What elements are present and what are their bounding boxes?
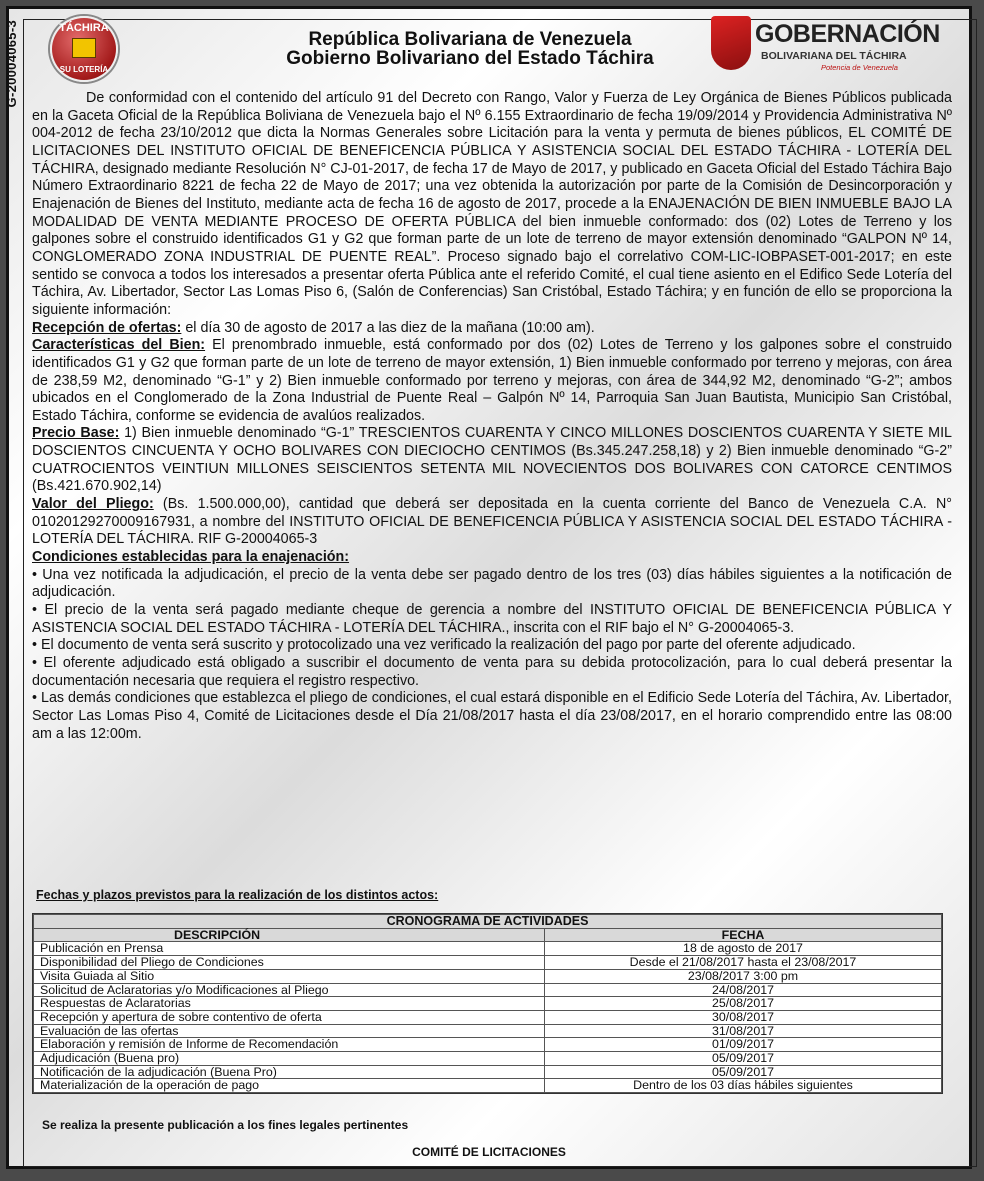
precio-paragraph (32, 425, 952, 496)
condiciones-label: Condiciones establecidas para la enajenación: (32, 549, 350, 566)
gobernacion-logo (709, 14, 959, 74)
logo-book-icon (72, 38, 96, 58)
row-descripcion: Adjudicación (Buena pro) (34, 1052, 545, 1066)
table-row (34, 1038, 942, 1052)
table-row (34, 942, 942, 956)
row-descripcion: Recepción y apertura de sobre contentivo de oferta (34, 1010, 545, 1024)
table-row (34, 997, 942, 1011)
header-line1: República Bolivariana de Venezuela (308, 29, 632, 50)
condicion-item: • El documento de venta será suscrito y protocolizado una vez verificado la realización del pago por parte del oferente adjudicado. (32, 637, 856, 654)
table-row (34, 1065, 942, 1079)
condicion-item: • El oferente adjudicado está obligado a suscribir el documento de venta para su debida protocolización, para lo cual deberá presentar la documentación necesaria que requiera el registro respectivo. (32, 655, 952, 689)
row-fecha: Dentro de los 03 días hábiles siguientes (545, 1079, 942, 1093)
precio-text: 1) Bien inmueble denominado “G-1” TRESCIENTOS CUARENTA Y CINCO MILLONES DOSCIENTOS CUARENTA Y SIETE MIL DOSCIENTOS CINCUENTA Y OCHO BOLIVARES CON DIECIOCHO CENTIMOS (Bs.345.247.258,18) y 2) Bien inmueble denominado “G-2” CUATROCIENTOS VEINTIUN MILLONES SEISCIENTOS SETENTA MIL NOVECIENTOS DOS BOLIVARES CON CATORCE CENTIMOS (Bs.421.670.902,14) (32, 425, 952, 495)
caracteristicas-paragraph (32, 337, 952, 425)
row-descripcion: Visita Guiada al Sitio (34, 969, 545, 983)
valor-text: (Bs. 1.500.000,00), cantidad que deberá ser depositada en la cuenta corriente del Banco de Venezuela C.A. N° 01020129270009167931, a nombre del INSTITUTO OFICIAL DE BENEFICENCIA PÚBLICA Y ASISTENCIA SOCIAL DEL ESTADO TÁCHIRA - LOTERÍA DEL TÁCHIRA. RIF G-20004065-3 (32, 496, 952, 548)
table-row (34, 956, 942, 970)
row-descripcion: Materialización de la operación de pago (34, 1079, 545, 1093)
row-descripcion: Elaboración y remisión de Informe de Recomendación (34, 1038, 545, 1052)
row-fecha: 24/08/2017 (545, 983, 942, 997)
row-descripcion: Disponibilidad del Pliego de Condiciones (34, 956, 545, 970)
table-row (34, 983, 942, 997)
table-row (34, 1024, 942, 1038)
table-row (34, 1079, 942, 1093)
precio-label: Precio Base: (32, 425, 120, 442)
logo-right-line2: BOLIVARIANA DEL TÁCHIRA (761, 50, 907, 62)
footnote: Se realiza la presente publicación a los fines legales pertinentes (42, 1118, 409, 1132)
logo-right-line3: Potencia de Venezuela (821, 63, 898, 72)
signature: COMITÉ DE LICITACIONES (412, 1145, 566, 1159)
valor-label: Valor del Pliego: (32, 496, 154, 513)
loteria-tachira-logo (50, 16, 118, 82)
row-fecha: Desde el 21/08/2017 hasta el 23/08/2017 (545, 956, 942, 970)
column-header-descripcion: DESCRIPCIÓN (34, 928, 545, 942)
row-fecha: 30/08/2017 (545, 1010, 942, 1024)
table-caption: CRONOGRAMA DE ACTIVIDADES (34, 915, 942, 929)
table-row (34, 969, 942, 983)
condicion-item: • Las demás condiciones que establezca el pliego de condiciones, el cual estará disponible en el Edificio Sede Lotería del Táchira, Av. Libertador, Sector Las Lomas Piso 4, Comité de Licitaciones desde el Día 21/08/2017 hasta el día 23/08/2017, en el horario comprendido entre las 08:00 am a las 12:00m. (32, 690, 952, 742)
logo-left-line2: SU LOTERÍA (59, 65, 109, 74)
row-fecha: 01/09/2017 (545, 1038, 942, 1052)
side-rif-code: G-20004065-3 (4, 20, 19, 108)
caracteristicas-text: El prenombrado inmueble, está conformado por dos (02) Lotes de Terreno y los galpones sobre el construido identificados G1 y G2 que forman parte de un lote de terreno de mayor extensión, 1) Bien inmueble conformado por terreno y mejoras, con área de 238,59 M2, denominado “G-1” y 2) Bien inmueble conformado por terreno y mejoras, con área de 344,92 M2, denominado “G-2”; ambos ubicados en el Conglomerado de la Zona Industrial de Puente Real – Galpón Nº 14, Parroquia San Juan Bautista, Municipio San Cristóbal, Estado Táchira, conforme se evidencia de avalúos realizados. (32, 337, 952, 424)
row-fecha: 18 de agosto de 2017 (545, 942, 942, 956)
recepcion-label: Recepción de ofertas: (32, 319, 182, 336)
row-descripcion: Publicación en Prensa (34, 942, 545, 956)
table-row (34, 1052, 942, 1066)
row-descripcion: Notificación de la adjudicación (Buena Pro) (34, 1065, 545, 1079)
row-fecha: 05/09/2017 (545, 1065, 942, 1079)
condicion-item: • Una vez notificada la adjudicación, el precio de la venta debe ser pagado dentro de los tres (03) días hábiles siguientes a la notificación de adjudicación. (32, 566, 952, 601)
caracteristicas-label: Características del Bien: (32, 337, 206, 354)
intro-paragraph: De conformidad con el contenido del artículo 91 del Decreto con Rango, Valor y Fuerza de Ley Orgánica de Bienes Públicos publicada en la Gaceta Oficial de la República Boliviana de Venezuela bajo el Nº 6.155 Extraordinario de fecha 19/09/2014 y Providencia Administrativa Nº 004-2012 de fecha 23/10/2012 que dicta la Normas Generales sobre Licitación para la venta y permuta de bienes públicos, EL COMITÉ DE LICITACIONES DEL INSTITUTO OFICIAL DE BENEFICENCIA PÚBLICA Y ASISTENCIA SOCIAL DEL ESTADO TÁCHIRA - LOTERÍA DEL TÁCHIRA, designado mediante Resolución N° CJ-01-2017, de fecha 17 de Mayo de 2017, y publicado en Gaceta Oficial del Estado Táchira Bajo Número Extraordinario 8221 de fecha 22 de Mayo de 2017; una vez obtenida la autorización por parte de la Comisión de Desincorporación y Enajenación de Bienes del Instituto, mediante acta de fecha 16 de agosto de 2017, procede a la ENAJENACIÓN DE BIEN INMUEBLE BAJO LA MODALIDAD DE VENTA MEDIANTE PROCESO DE OFERTA PÚBLICA del bien inmueble conformado: dos (02) Lotes de Terreno y los galpones sobre el construido identificados G1 y G2 que forman parte de un lote de terreno de mayor extensión denominado “GALPON Nº 14, CONGLOMERADO ZONA INDUSTRIAL DE PUENTE REAL”. Proceso signado bajo el correlativo COM-LIC-IOBPASET-001-2017; en este sentido se convoca a todos los interesados a presentar oferta Pública ante el referido Comité, el cual tiene asiento en el Edifico Sede Lotería del Táchira, Av. Libertador, Sector Las Lomas Piso 6, (Salón de Conferencias) San Cristóbal, Estado Táchira; y en función de ello se proporciona la siguiente información: (32, 90, 952, 318)
gobernacion-emblem-icon (711, 16, 751, 70)
notice-body (32, 90, 952, 743)
table-row (34, 1010, 942, 1024)
cronograma-table (32, 913, 943, 1094)
row-descripcion: Evaluación de las ofertas (34, 1024, 545, 1038)
condiciones-heading (32, 549, 952, 567)
row-descripcion: Solicitud de Aclaratorias y/o Modificaciones al Pliego (34, 983, 545, 997)
fechas-title: Fechas y plazos previstos para la realización de los distintos actos: (36, 888, 439, 902)
row-descripcion: Respuestas de Aclaratorias (34, 997, 545, 1011)
recepcion-paragraph (32, 320, 952, 338)
recepcion-text: el día 30 de agosto de 2017 a las diez de la mañana (10:00 am). (181, 319, 595, 336)
row-fecha: 31/08/2017 (545, 1024, 942, 1038)
row-fecha: 23/08/2017 3:00 pm (545, 969, 942, 983)
valor-paragraph (32, 496, 952, 549)
logo-right-line1: GOBERNACIÓN (755, 20, 940, 48)
condicion-item: • El precio de la venta será pagado mediante cheque de gerencia a nombre del INSTITUTO OFICIAL DE BENEFICENCIA PÚBLICA Y ASISTENCIA SOCIAL DEL ESTADO TÁCHIRA - LOTERÍA DEL TÁCHIRA., inscrita con el RIF bajo el N° G-20004065-3. (32, 602, 952, 636)
logo-left-line1: TÁCHIRA (59, 22, 109, 34)
column-header-fecha: FECHA (545, 928, 942, 942)
row-fecha: 05/09/2017 (545, 1052, 942, 1066)
header-line2: Gobierno Bolivariano del Estado Táchira (286, 48, 654, 69)
row-fecha: 25/08/2017 (545, 997, 942, 1011)
